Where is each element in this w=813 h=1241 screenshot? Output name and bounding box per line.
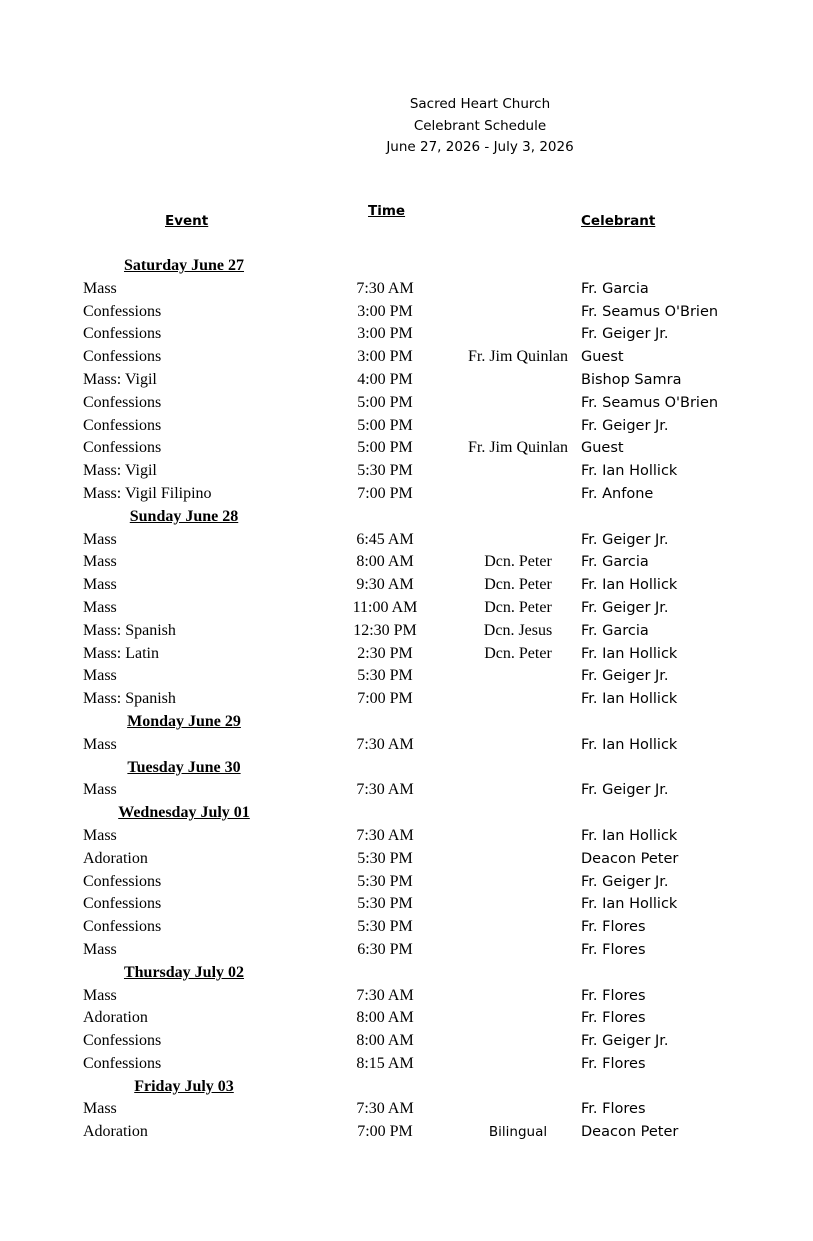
- schedule-row: [0, 1030, 813, 1053]
- time-cell: 12:30 PM: [353, 621, 417, 639]
- schedule-row: [0, 392, 813, 415]
- celebrant-cell: Fr. Seamus O'Brien: [581, 303, 719, 320]
- day-header-row: [0, 962, 813, 985]
- event-cell: Mass: [83, 576, 117, 594]
- celebrant-cell: Fr. Geiger Jr.: [581, 531, 669, 548]
- event-cell: Mass: [83, 826, 117, 844]
- event-cell: Mass: Vigil: [83, 370, 157, 388]
- time-cell: 3:00 PM: [357, 325, 413, 343]
- celebrant-cell: Fr. Ian Hollick: [581, 736, 678, 753]
- date-range: June 27, 2026 - July 3, 2026: [386, 139, 574, 156]
- celebrant-cell: Fr. Geiger Jr.: [581, 782, 669, 799]
- column-header-time: Time: [368, 203, 406, 219]
- schedule-row: [0, 301, 813, 324]
- schedule-row: [0, 323, 813, 346]
- event-cell: Mass: [83, 940, 117, 958]
- time-cell: 5:30 PM: [357, 462, 413, 480]
- assistant-cell: Fr. Jim Quinlan: [467, 439, 568, 457]
- event-cell: Adoration: [83, 849, 148, 867]
- event-cell: Mass: [83, 667, 117, 685]
- schedule-row: [0, 1098, 813, 1121]
- time-cell: 8:00 AM: [356, 1032, 414, 1050]
- event-cell: Confessions: [83, 348, 162, 366]
- time-cell: 5:30 PM: [357, 849, 413, 867]
- schedule-row: [0, 1053, 813, 1076]
- schedule-row: [0, 665, 813, 688]
- time-cell: 7:30 AM: [356, 781, 414, 799]
- celebrant-cell: Fr. Ian Hollick: [581, 896, 678, 913]
- time-cell: 5:30 PM: [357, 918, 413, 936]
- event-cell: Mass: Spanish: [83, 621, 176, 639]
- time-cell: 6:45 AM: [356, 530, 414, 548]
- time-cell: 5:00 PM: [357, 439, 413, 457]
- time-cell: 7:00 PM: [357, 1123, 413, 1141]
- schedule-row: [0, 437, 813, 460]
- event-cell: Mass: Vigil: [83, 462, 157, 480]
- time-cell: 2:30 PM: [357, 644, 413, 662]
- event-cell: Mass: [83, 553, 117, 571]
- event-cell: Confessions: [83, 416, 162, 434]
- time-cell: 11:00 AM: [352, 598, 418, 616]
- day-header-row: [0, 757, 813, 780]
- schedule-list: [0, 255, 813, 1144]
- celebrant-cell: Fr. Flores: [581, 919, 646, 936]
- event-cell: Confessions: [83, 1054, 162, 1072]
- celebrant-cell: Fr. Geiger Jr.: [581, 668, 669, 685]
- day-header-row: [0, 506, 813, 529]
- celebrant-cell: Fr. Ian Hollick: [581, 645, 678, 662]
- schedule-row: [0, 369, 813, 392]
- event-cell: Mass: [83, 986, 117, 1004]
- assistant-cell: Dcn. Peter: [484, 553, 552, 571]
- time-cell: 3:00 PM: [357, 302, 413, 320]
- event-cell: Confessions: [83, 872, 162, 890]
- time-cell: 3:00 PM: [357, 348, 413, 366]
- assistant-cell: Dcn. Jesus: [483, 621, 553, 639]
- schedule-row: [0, 688, 813, 711]
- event-cell: Confessions: [83, 302, 162, 320]
- church-name: Sacred Heart Church: [409, 96, 551, 112]
- schedule-row: [0, 460, 813, 483]
- celebrant-cell: Deacon Peter: [581, 850, 679, 867]
- day-header-row: [0, 802, 813, 825]
- day-heading: Tuesday June 30: [127, 758, 241, 776]
- day-header-row: [0, 255, 813, 278]
- assistant-cell: Fr. Jim Quinlan: [467, 348, 568, 366]
- document-subtitle: Celebrant Schedule: [413, 117, 547, 134]
- schedule-row: [0, 985, 813, 1008]
- schedule-row: [0, 620, 813, 643]
- celebrant-cell: Fr. Garcia: [581, 622, 649, 639]
- time-cell: 5:00 PM: [357, 416, 413, 434]
- time-cell: 5:30 PM: [357, 872, 413, 890]
- time-cell: 5:30 PM: [357, 895, 413, 913]
- event-cell: Mass: [83, 279, 117, 297]
- time-cell: 5:00 PM: [357, 393, 413, 411]
- celebrant-cell: Fr. Anfone: [581, 485, 654, 502]
- day-heading: Sunday June 28: [129, 507, 239, 525]
- event-cell: Confessions: [83, 393, 162, 411]
- celebrant-cell: Fr. Ian Hollick: [581, 827, 678, 844]
- column-header-event: Event: [165, 213, 209, 229]
- celebrant-cell: Fr. Seamus O'Brien: [581, 394, 719, 411]
- time-cell: 8:00 AM: [356, 553, 414, 571]
- event-cell: Confessions: [83, 1032, 162, 1050]
- event-cell: Mass: Vigil Filipino: [83, 484, 212, 502]
- schedule-row: [0, 529, 813, 552]
- schedule-row: [0, 643, 813, 666]
- event-cell: Mass: Latin: [83, 644, 159, 662]
- time-cell: 9:30 AM: [356, 576, 414, 594]
- celebrant-cell: Fr. Geiger Jr.: [581, 417, 669, 434]
- time-cell: 7:30 AM: [356, 1100, 414, 1118]
- event-cell: Mass: Spanish: [83, 690, 176, 708]
- schedule-row: [0, 597, 813, 620]
- schedule-row: [0, 415, 813, 438]
- assistant-cell: Dcn. Peter: [484, 598, 552, 616]
- schedule-row: [0, 551, 813, 574]
- time-cell: 7:30 AM: [356, 279, 414, 297]
- celebrant-cell: Fr. Ian Hollick: [581, 577, 678, 594]
- column-header-celebrant: Celebrant: [581, 213, 656, 229]
- time-cell: 7:30 AM: [356, 826, 414, 844]
- assistant-cell: Bilingual: [488, 1124, 548, 1141]
- event-cell: Confessions: [83, 895, 162, 913]
- event-cell: Mass: [83, 735, 117, 753]
- celebrant-cell: Fr. Flores: [581, 1010, 646, 1027]
- day-heading: Wednesday July 01: [118, 804, 250, 822]
- celebrant-cell: Fr. Garcia: [581, 280, 649, 297]
- schedule-row: [0, 871, 813, 894]
- schedule-row: [0, 825, 813, 848]
- schedule-row: [0, 734, 813, 757]
- day-heading: Friday July 03: [134, 1077, 234, 1095]
- schedule-row: [0, 483, 813, 506]
- time-cell: 7:00 PM: [357, 484, 413, 502]
- celebrant-cell: Guest: [581, 440, 624, 457]
- schedule-row: [0, 848, 813, 871]
- day-heading: Saturday June 27: [123, 257, 245, 274]
- time-cell: 7:00 PM: [357, 690, 413, 708]
- time-cell: 6:30 PM: [357, 940, 413, 958]
- event-cell: Confessions: [83, 325, 162, 343]
- assistant-cell: Dcn. Peter: [484, 644, 552, 662]
- celebrant-cell: Guest: [581, 349, 624, 366]
- time-cell: 7:30 AM: [356, 986, 414, 1004]
- event-cell: Mass: [83, 1100, 117, 1118]
- time-cell: 8:15 AM: [356, 1054, 414, 1072]
- time-cell: 8:00 AM: [356, 1009, 414, 1027]
- celebrant-cell: Bishop Samra: [581, 371, 682, 388]
- document-header: [280, 94, 680, 159]
- day-heading: Thursday July 02: [123, 963, 245, 981]
- schedule-row: [0, 574, 813, 597]
- celebrant-cell: Fr. Ian Hollick: [581, 463, 678, 480]
- day-header-row: [0, 1076, 813, 1099]
- event-cell: Confessions: [83, 439, 162, 457]
- schedule-row: [0, 779, 813, 802]
- time-cell: 4:00 PM: [357, 370, 413, 388]
- celebrant-cell: Fr. Ian Hollick: [581, 691, 678, 708]
- celebrant-cell: Fr. Flores: [581, 1101, 646, 1118]
- celebrant-cell: Deacon Peter: [581, 1124, 679, 1141]
- celebrant-cell: Fr. Geiger Jr.: [581, 599, 669, 616]
- event-cell: Confessions: [83, 918, 162, 936]
- event-cell: Adoration: [83, 1123, 148, 1141]
- schedule-row: [0, 1007, 813, 1030]
- day-header-row: [0, 711, 813, 734]
- day-heading: Monday June 29: [127, 712, 241, 730]
- schedule-row: [0, 939, 813, 962]
- celebrant-cell: Fr. Geiger Jr.: [581, 873, 669, 890]
- event-cell: Adoration: [83, 1009, 148, 1027]
- schedule-row: [0, 278, 813, 301]
- schedule-row: [0, 916, 813, 939]
- celebrant-cell: Fr. Geiger Jr.: [581, 326, 669, 343]
- schedule-row: [0, 346, 813, 369]
- event-cell: Mass: [83, 598, 117, 616]
- schedule-row: [0, 1121, 813, 1144]
- celebrant-cell: Fr. Flores: [581, 987, 646, 1004]
- schedule-row: [0, 893, 813, 916]
- celebrant-cell: Fr. Geiger Jr.: [581, 1033, 669, 1050]
- time-cell: 5:30 PM: [357, 667, 413, 685]
- time-cell: 7:30 AM: [356, 735, 414, 753]
- event-cell: Mass: [83, 781, 117, 799]
- celebrant-cell: Fr. Flores: [581, 1055, 646, 1072]
- celebrant-cell: Fr. Garcia: [581, 554, 649, 571]
- celebrant-cell: Fr. Flores: [581, 941, 646, 958]
- event-cell: Mass: [83, 530, 117, 548]
- assistant-cell: Dcn. Peter: [484, 576, 552, 594]
